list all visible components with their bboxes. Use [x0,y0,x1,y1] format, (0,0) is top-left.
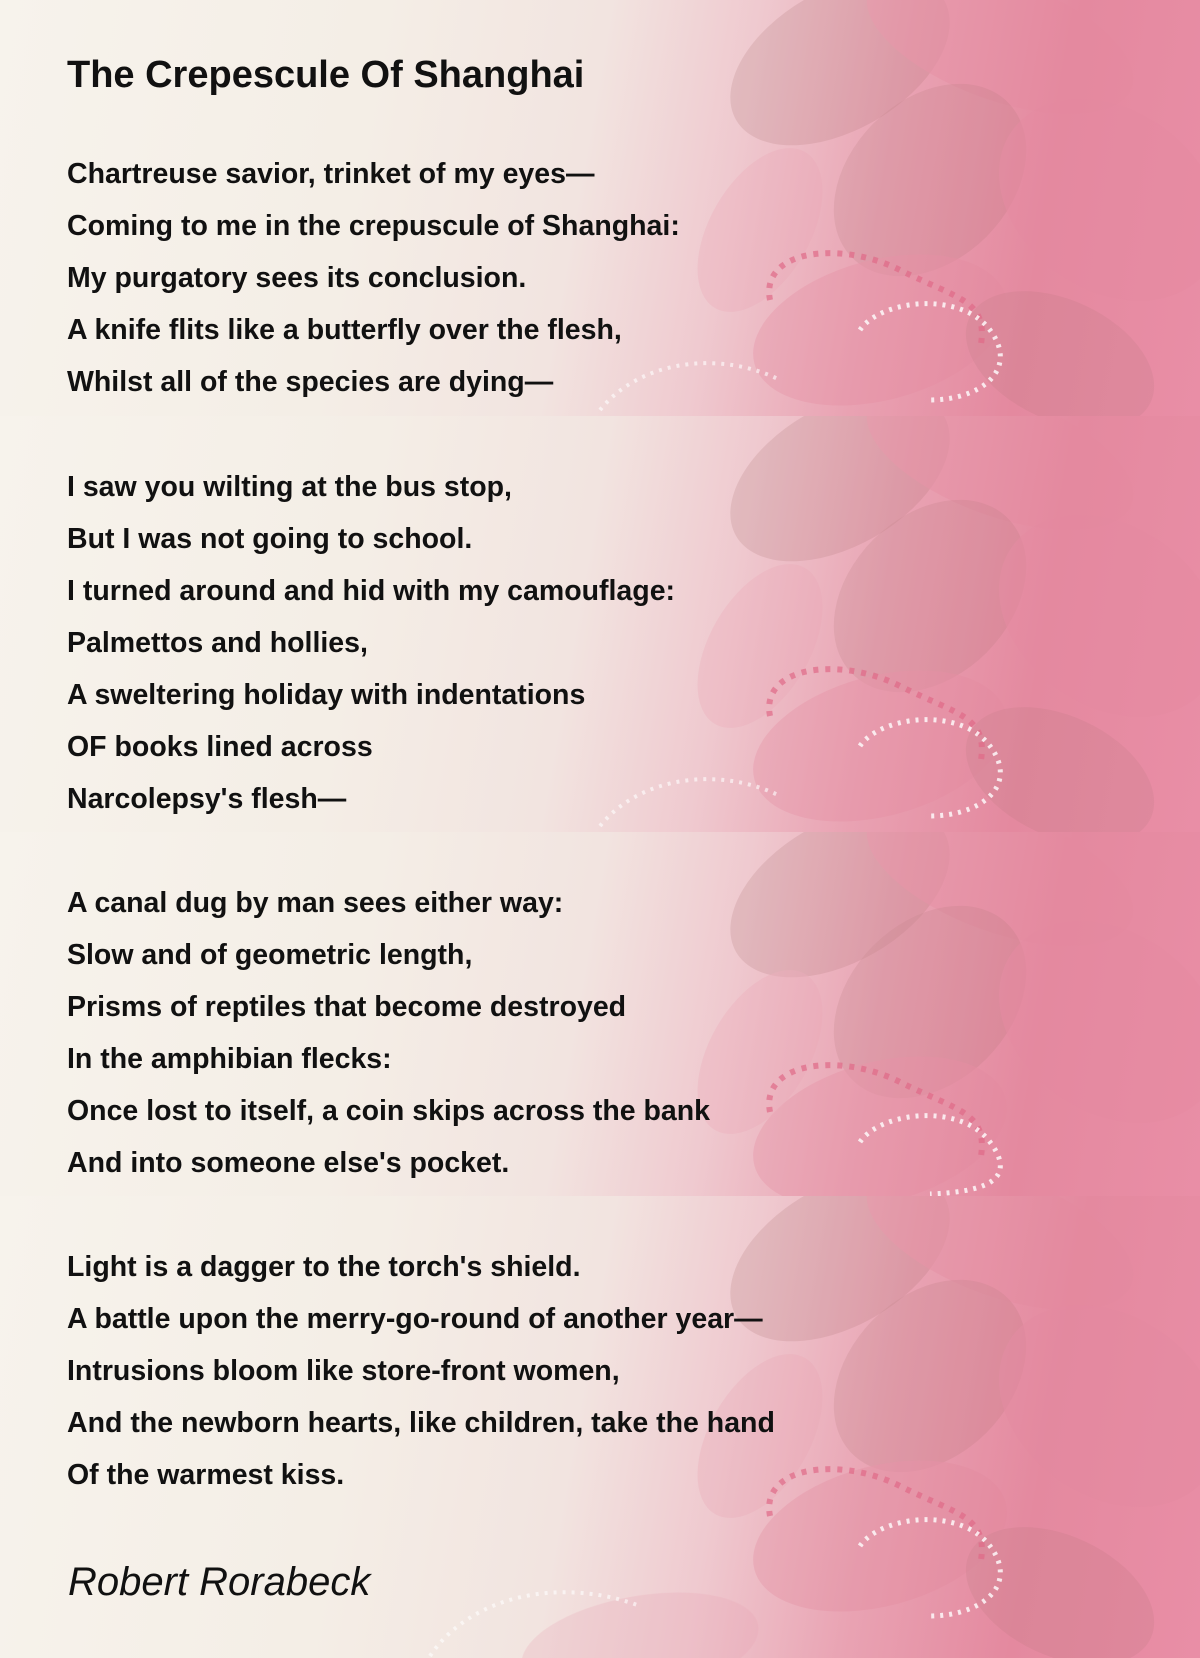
poem-line: Palmettos and hollies, [67,627,368,659]
poem-line: And the newborn hearts, like children, take the hand [67,1407,775,1439]
poem-line: A knife flits like a butterfly over the flesh, [67,314,622,346]
poem-line: Narcolepsy's flesh— [67,783,347,815]
poem-line: OF books lined across [67,731,373,763]
poem-title: The Crepescule Of Shanghai [67,54,585,96]
poem-line: And into someone else's pocket. [67,1147,510,1179]
poem-line: Prisms of reptiles that become destroyed [67,991,627,1023]
poem-line: But I was not going to school. [67,523,473,555]
poem-line: A sweltering holiday with indentations [67,679,586,711]
poem-line: Whilst all of the species are dying— [67,366,554,398]
stanza-4 [67,1241,775,1501]
stanza-3 [67,877,710,1189]
poem-line: Coming to me in the crepuscule of Shanghai: [67,210,680,242]
poem-line: Once lost to itself, a coin skips across the bank [67,1095,711,1127]
poem-line: My purgatory sees its conclusion. [67,262,527,294]
poem-line: Chartreuse savior, trinket of my eyes— [67,158,595,190]
poem-line: I turned around and hid with my camouflage: [67,575,676,607]
poem-line: In the amphibian flecks: [67,1043,392,1075]
stanza-2 [67,461,675,825]
poem-line: I saw you wilting at the bus stop, [67,471,512,503]
poem-author: Robert Rorabeck [68,1560,371,1604]
poem-line: A canal dug by man sees either way: [67,887,564,919]
poem-line: Intrusions bloom like store-front women, [67,1355,620,1387]
poem-line: Light is a dagger to the torch's shield. [67,1251,581,1283]
poem-line: Of the warmest kiss. [67,1459,345,1491]
poem-line: A battle upon the merry-go-round of another year— [67,1303,763,1335]
poem-line: Slow and of geometric length, [67,939,473,971]
stanza-1 [67,148,680,408]
